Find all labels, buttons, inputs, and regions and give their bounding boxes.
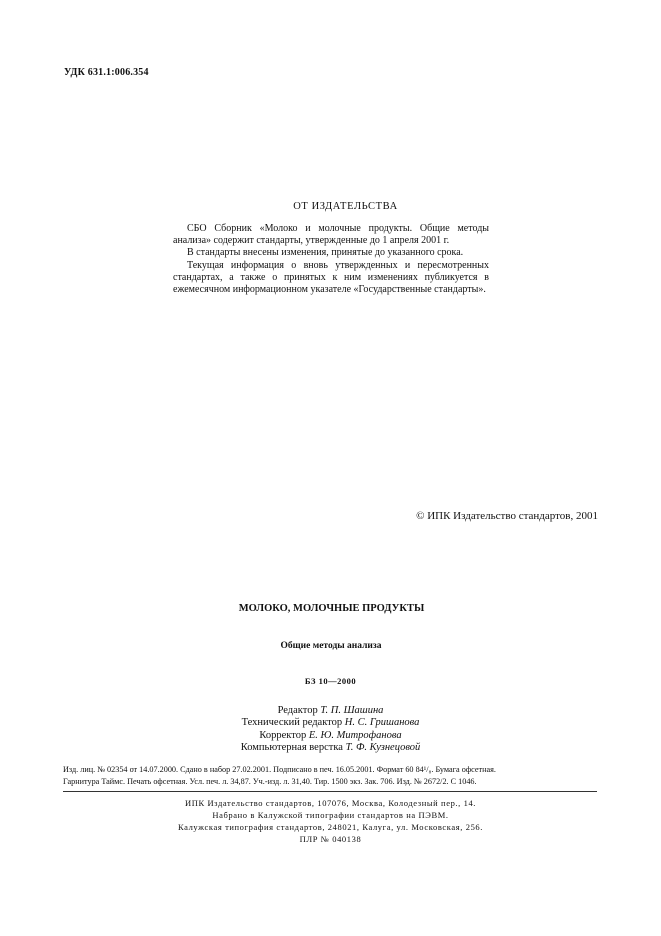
printer-line: ИПК Издательство стандартов, 107076, Москва, Колодезный пер., 14. <box>184 798 477 808</box>
imprint-line: Изд. лиц. № 02354 от 14.07.2000. Сдано в набор 27.02.2001. Подписано в печ. 16.05.2001. Формат 60 84¹/₈. Бумага офсетная. <box>63 765 496 774</box>
credits-block <box>0 705 661 754</box>
credit-role: Технический редактор <box>241 717 343 729</box>
printer-info <box>0 797 661 845</box>
imprint-line: Гарнитура Таймс. Печать офсетная. Усл. печ. л. 34,87. Уч.-изд. л. 31,40. Тир. 1500 экз. Зак. 706. Изд. № 2672/2. С 1046. <box>63 777 477 786</box>
credit-name: Т. П. Шашина <box>320 705 384 716</box>
copyright-notice: © ИПК Издательство стандартов, 2001 <box>416 510 598 522</box>
credit-name: Н. С. Гришанова <box>344 717 420 729</box>
printer-line: ПЛР № 040138 <box>299 834 362 844</box>
imprint-block <box>63 764 597 788</box>
credit-name: Е. Ю. Митрофанова <box>308 729 402 741</box>
book-title: МОЛОКО, МОЛОЧНЫЕ ПРОДУКТЫ <box>238 603 425 614</box>
publisher-note-paragraph: В стандарты внесены изменения, принятые до указанного срока. <box>187 247 464 259</box>
printer-line: Калужская типография стандартов, 248021, Калуга, ул. Московская, 256. <box>177 822 483 832</box>
udk-code: УДК 631.1:006.354 <box>64 67 149 78</box>
credit-line <box>0 705 661 717</box>
credit-line <box>0 730 661 742</box>
publisher-note-body <box>173 223 489 296</box>
credit-role: Компьютерная верстка <box>240 741 343 753</box>
credit-role: Корректор <box>259 729 307 741</box>
credit-line <box>0 717 661 729</box>
publisher-note-paragraph: СБО Сборник «Молоко и молочные продукты. Общие методы анализа» содержит стандарты, утвержденные до 1 апреля 2001 г. <box>173 223 489 247</box>
credit-role: Редактор <box>277 705 318 716</box>
credit-name: Т. Ф. Кузнецовой <box>345 741 421 753</box>
printer-line: Набрано в Калужской типографии стандартов на ПЭВМ. <box>212 810 449 820</box>
publisher-note-title: ОТ ИЗДАТЕЛЬСТВА <box>293 201 398 212</box>
publisher-note-paragraph: Текущая информация о вновь утвержденных и пересмотренных стандартах, а также о принятых к ним изменениях публикуется в ежемесячном информационном указателе «Государственные стандарты». <box>173 259 489 296</box>
book-subtitle: Общие методы анализа <box>280 641 382 651</box>
credit-line <box>0 742 661 754</box>
divider <box>63 791 597 792</box>
book-code: БЗ 10—2000 <box>304 676 357 686</box>
